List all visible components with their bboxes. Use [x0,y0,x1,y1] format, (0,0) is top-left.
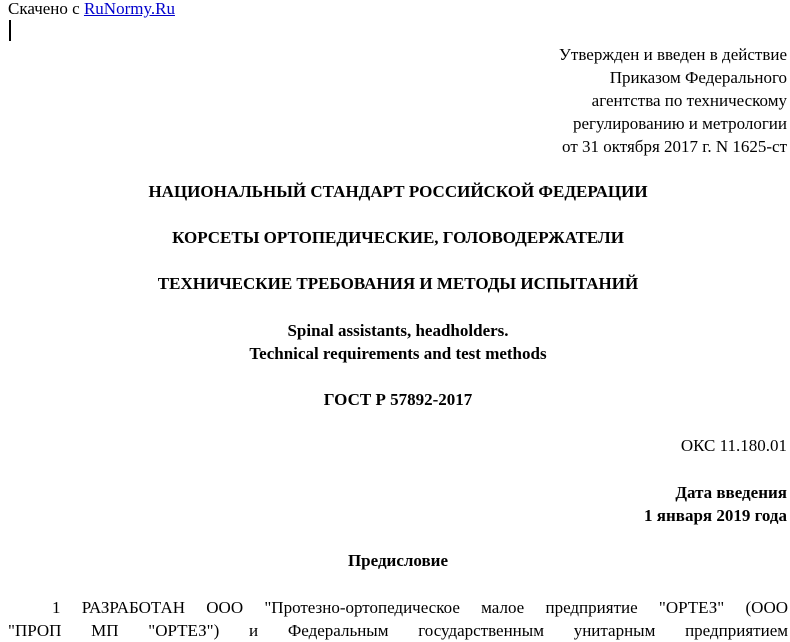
oks-code: ОКС 11.180.01 [680,436,787,455]
source-line [8,0,175,20]
preface-line-2: "ПРОП МП "ОРТЕЗ") и Федеральным государственным унитарным предприятием [8,621,788,640]
approval-line-4: регулированию и метрологии [572,114,787,133]
preface-heading: Предисловие [347,551,449,570]
source-link[interactable]: RuNormy.Ru [83,0,175,18]
gost-number: ГОСТ Р 57892-2017 [323,390,473,409]
english-title-line-1: Spinal assistants, headholders. [287,321,509,340]
approval-line-3: агентства по техническому [591,91,787,110]
intro-date-value: 1 января 2019 года [644,506,787,525]
approval-line-2: Приказом Федерального [609,68,787,87]
document-subtitle: ТЕХНИЧЕСКИЕ ТРЕБОВАНИЯ И МЕТОДЫ ИСПЫТАНИЙ [157,274,639,293]
english-title-line-2: Technical requirements and test methods [249,344,547,363]
approval-line-5: от 31 октября 2017 г. N 1625-ст [562,137,787,156]
source-prefix: Скачено с [8,0,84,18]
text-cursor [9,20,11,41]
standard-heading: НАЦИОНАЛЬНЫЙ СТАНДАРТ РОССИЙСКОЙ ФЕДЕРАЦИИ [148,182,648,201]
intro-date-label: Дата введения [675,483,787,502]
approval-line-1: Утвержден и введен в действие [558,45,787,64]
preface-paragraph [8,596,788,642]
preface-line-1: 1 РАЗРАБОТАН ООО "Протезно-ортопедическое малое предприятие "ОРТЕЗ" (ООО [52,598,788,617]
document-title: КОРСЕТЫ ОРТОПЕДИЧЕСКИЕ, ГОЛОВОДЕРЖАТЕЛИ [172,228,624,247]
